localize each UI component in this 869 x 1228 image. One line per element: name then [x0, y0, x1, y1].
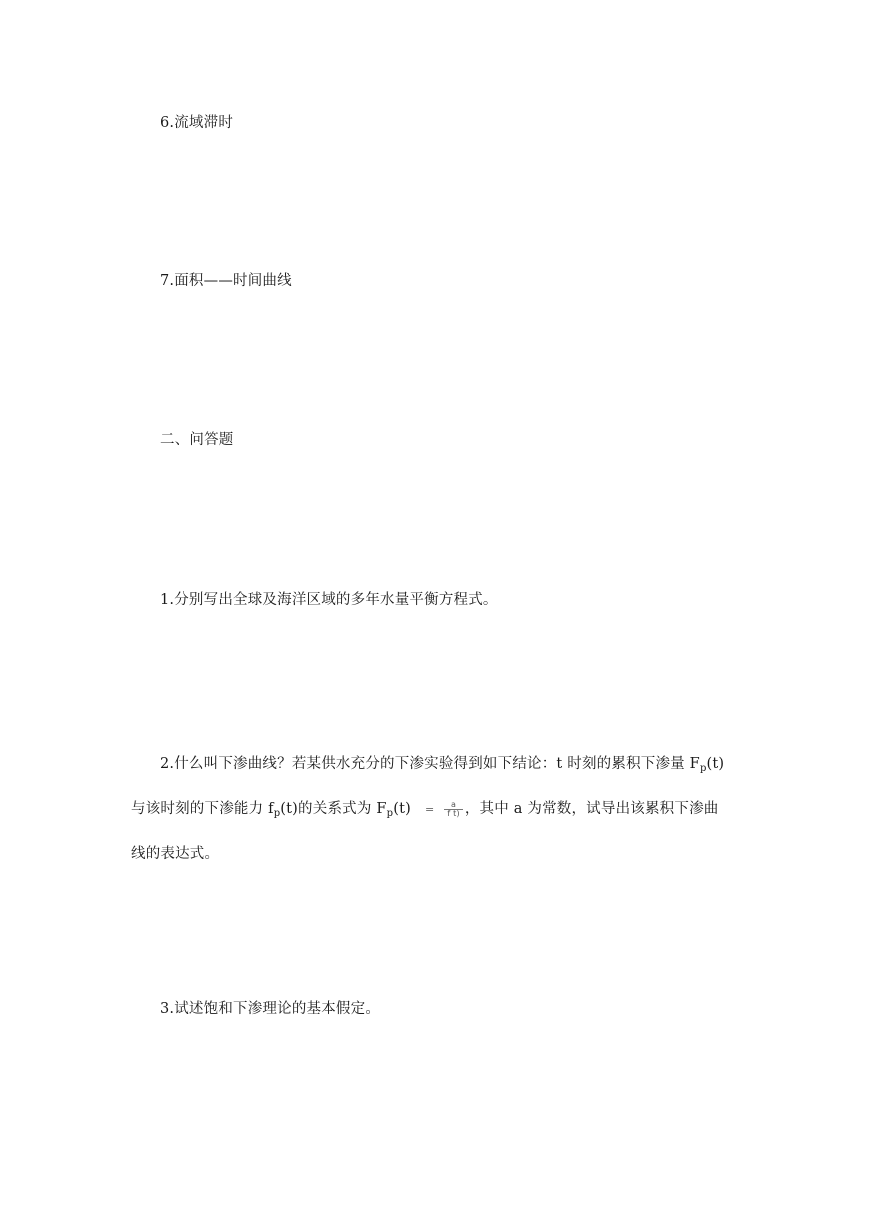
- fraction-denominator: f t): [447, 808, 460, 818]
- q2-text-part: 2.什么叫下渗曲线？若某供水充分的下渗实验得到如下结论：t 时刻的累积下渗量 F: [160, 756, 700, 772]
- question-2-line-2: [131, 799, 718, 824]
- question-1: 1.分别写出全球及海洋区域的多年水量平衡方程式。: [160, 592, 498, 608]
- question-2-line-1: [160, 754, 724, 779]
- term-7-area-time-curve: 7.面积——时间曲线: [160, 273, 292, 289]
- term-6-basin-lag: 6.流域滞时: [160, 115, 234, 131]
- equals-sign: =: [424, 803, 435, 816]
- q2-text-part: (t): [393, 801, 411, 817]
- q2-subscript: p: [386, 808, 394, 819]
- q2-text-part: (t): [706, 756, 725, 772]
- q2-subscript: p: [273, 808, 281, 819]
- q2-subscript: p: [699, 763, 707, 774]
- q2-text-part: ，其中 a 为常数，试导出该累积下渗曲: [464, 801, 719, 817]
- question-2-line-3: 线的表达式。: [131, 846, 220, 862]
- q2-text-part: (t)的关系式为 F: [280, 801, 387, 817]
- q2-text-part: 与该时刻的下渗能力 f: [131, 801, 274, 817]
- formula-fraction: [444, 801, 462, 818]
- fraction-numerator: a: [444, 801, 462, 810]
- section-heading-questions: 二、问答题: [160, 432, 234, 448]
- question-3: 3.试述饱和下渗理论的基本假定。: [160, 1001, 381, 1017]
